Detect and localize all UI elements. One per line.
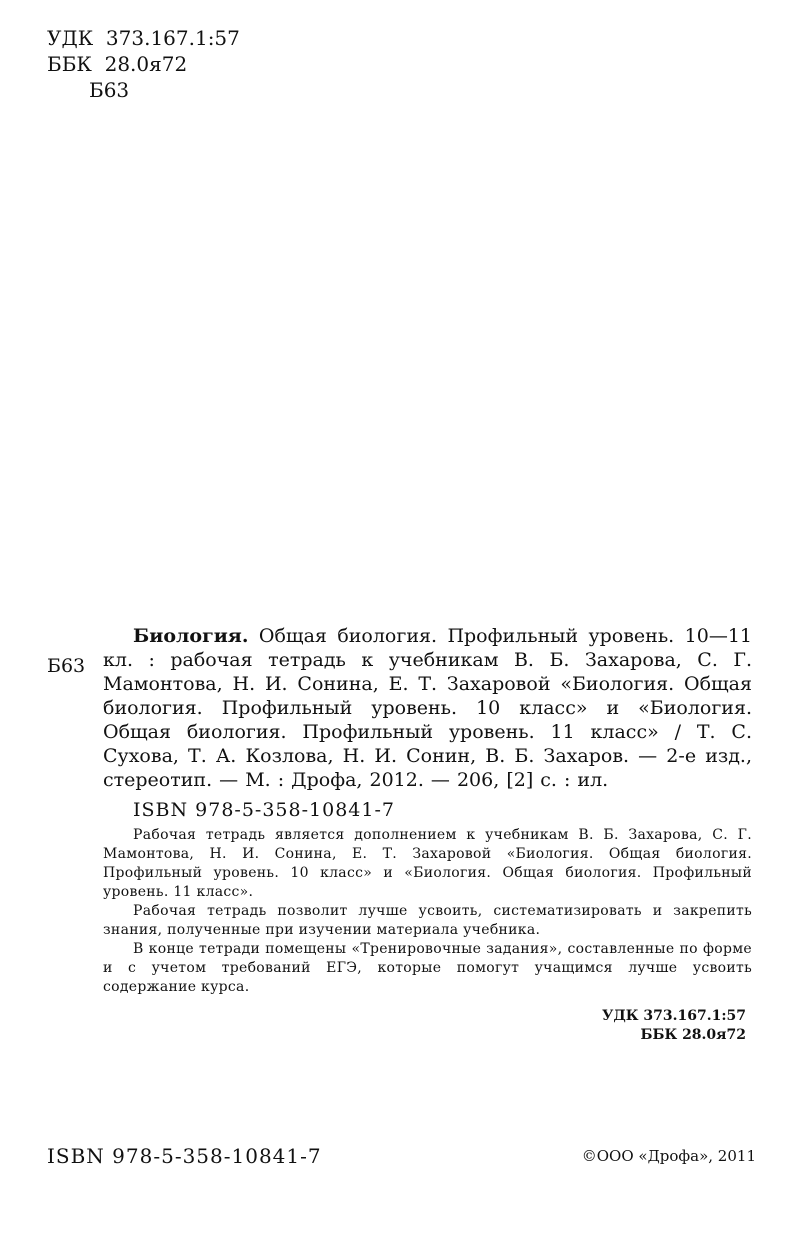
annotation-paragraph: Рабочая тетрадь является дополнением к учебникам В. Б. Захарова, С. Г. Мамонтова, Н. И. Сонина, Е. Т. Захаровой «Биология. Общая биология. Профильный уровень. 10 класс» и «Биология. Общая биология. Профильный уровень. 11 класс».: [103, 827, 752, 900]
bibliographic-description: [103, 624, 752, 792]
book-title: Биология.: [133, 625, 249, 647]
annotation-paragraph: В конце тетради помещены «Тренировочные задания», составленные по форме и с учетом требований ЕГЭ, которые помогут учащимся лучше усвоить содержание курса.: [103, 941, 752, 995]
bottom-classification-codes: [47, 1007, 752, 1045]
bottom-udk-code: УДК 373.167.1:57: [601, 1008, 746, 1024]
footer-copyright: ©ООО «Дрофа», 2011: [581, 1147, 756, 1165]
annotation: [103, 826, 752, 997]
footer-isbn: ISBN 978-5-358-10841-7: [47, 1144, 322, 1168]
bibliographic-record: [47, 624, 752, 1045]
header-classification-codes: [47, 25, 240, 103]
annotation-paragraph: Рабочая тетрадь позволит лучше усвоить, систематизировать и закрепить знания, полученные при изучении материала учебника.: [103, 903, 752, 938]
book-description: Общая биология. Профильный уровень. 10—11 кл. : рабочая тетрадь к учебникам В. Б. Захарова, С. Г. Мамонтова, Н. И. Сонина, Е. Т. Захаровой «Биология. Общая биология. Профильный уровень. 10 класс» и «Биология. Общая биология. Профильный уровень. 11 класс» / Т. С. Сухова, Т. А. Козлова, Н. И. Сонин, В. Б. Захаров. — 2-е изд., стереотип. — М. : Дрофа, 2012. — 206, [2] с. : ил.: [103, 625, 752, 791]
bbk-code: ББК 28.0я72: [47, 52, 188, 76]
entry-author-mark: Б63: [47, 655, 86, 677]
udk-code: УДК 373.167.1:57: [47, 26, 240, 50]
author-mark: Б63: [89, 78, 130, 102]
bottom-bbk-code: ББК 28.0я72: [640, 1027, 746, 1043]
entry-isbn: ISBN 978-5-358-10841-7: [133, 799, 395, 821]
